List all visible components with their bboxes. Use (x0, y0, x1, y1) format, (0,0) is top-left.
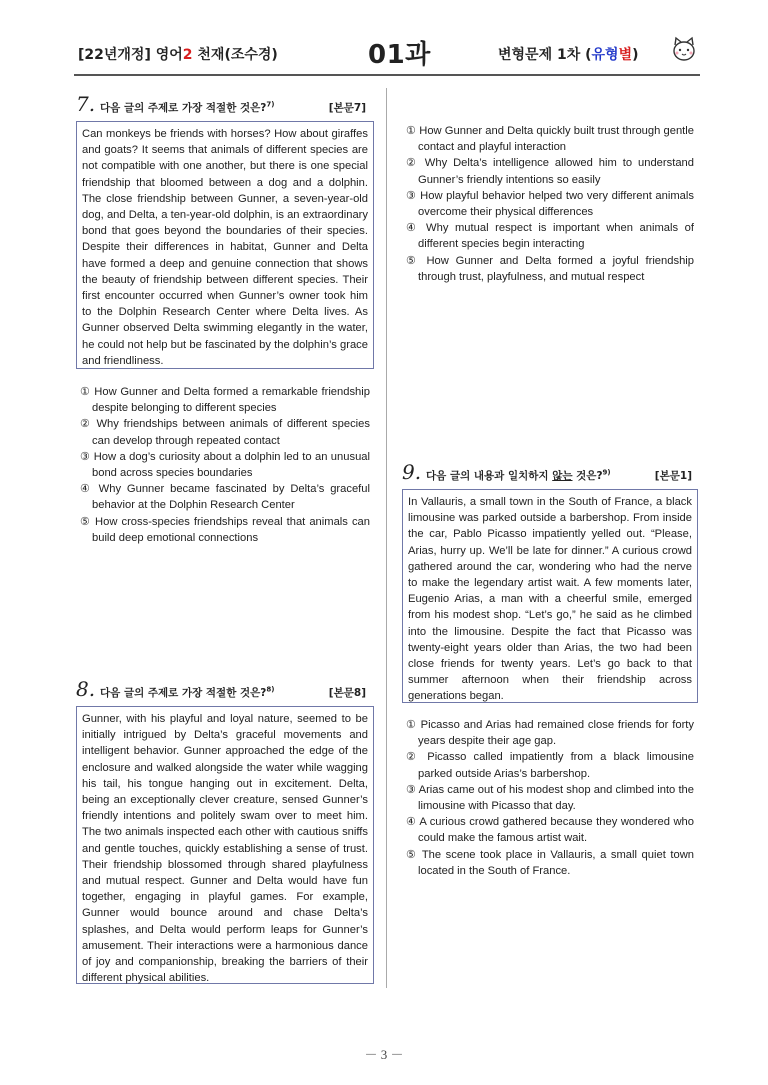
option[interactable]: ③ How a dog’s curiosity about a dolphin led to an unusual bond across species boundaries (80, 450, 370, 480)
passage-tag: [본문8] (328, 687, 366, 699)
option[interactable]: ① How Gunner and Delta quickly built trust through gentle contact and playful interaction (406, 125, 694, 154)
question-number: 8. (76, 677, 96, 701)
option[interactable]: ⑤ How cross-species friendships reveal that animals can build deep emotional connections (80, 515, 370, 544)
lesson-title: 01과 (368, 40, 431, 70)
header-divider (74, 74, 700, 76)
option[interactable]: ④ Why mutual respect is important when animals of different species begin interacting (406, 222, 694, 251)
passage-tag: [본문1] (654, 470, 692, 482)
question-8-options (406, 123, 694, 285)
option[interactable]: ③ Arias came out of his modest shop and climbed into the limousine with Picasso that day. (406, 783, 694, 813)
question-number: 9. (402, 460, 422, 484)
passage-tag: [본문7] (328, 102, 366, 114)
option[interactable]: ② Picasso called impatiently from a black limousine parked outside Arias’s barbershop. (406, 751, 694, 780)
column-divider (386, 88, 387, 988)
question-prompt: 다음 글의 주제로 가장 적절한 것은?$^{7)}$ (100, 100, 275, 114)
question-8-passage: Gunner, with his playful and loyal nature, seemed to be initially intrigued by Delta’s graceful movements and intelligent behavior. Gunner approached the edge of the enclosure and walked alongside the water while wagging his tail, his tongue hanging out in excitement. Delta, being an exceptionally clever creature, sensed Gunner’s friendly intentions and politely swam over to meet him. The two animals inspected each other with cautious sniffs and gentle touches, quickly establishing a sense of trust. Their friendship blossomed through shared playfulness and mutual respect. Gunner and Delta would have fun together, engaging in playful games. For example, Gunner would bounce around and chase Delta’s splashes, and Delta would perform leaps for Gunner’s amusement. Their interactions were a harmonious dance of joy and companionship, breaking the barriers of their different physical abilities. (76, 706, 374, 984)
worksheet-label: 변형문제 1차 (유형별) (498, 47, 639, 63)
question-7-options (80, 384, 370, 546)
option[interactable]: ② Why Delta’s intelligence allowed him to understand Gunner’s friendly intentions so easily (406, 157, 694, 186)
mascot-icon (670, 36, 698, 64)
question-prompt: 다음 글의 내용과 일치하지 않는 것은?$^{9)}$ (426, 468, 611, 482)
question-9-options (406, 717, 694, 879)
question-9-heading (402, 460, 692, 488)
option[interactable]: ⑤ The scene took place in Vallauris, a small quiet town located in the South of France. (406, 848, 694, 877)
course-label: [22년개정] 영어2 천재(조수경) (78, 47, 278, 63)
question-9-passage: In Vallauris, a small town in the South of France, a black limousine was parked outside a barbershop. From inside the car, Pablo Picasso impatiently yelled out. “Please, Arias, hurry up. We’ll be late for dinner.” A curious crowd gathered around the car, wondering who had the nerve to make the legendary artist wait. A few moments later, Eugenio Arias, a man with a cheerful smile, emerged from his modest shop. “Let’s go,” he said as he climbed into the limousine. Despite the fact that Picasso was twenty-eight years older than Arias, the two had been close friends for twenty years. Let’s go back to that summer afternoon when their friendship across generations began. (402, 489, 698, 703)
question-7-heading (76, 92, 366, 120)
question-prompt: 다음 글의 주제로 가장 적절한 것은?$^{8)}$ (100, 685, 275, 699)
option[interactable]: ① How Gunner and Delta formed a remarkable friendship despite belonging to different species (80, 386, 370, 415)
option[interactable]: ③ How playful behavior helped two very different animals overcome their physical differences (406, 189, 694, 219)
option[interactable]: ① Picasso and Arias had remained close friends for forty years despite their age gap. (406, 719, 694, 748)
option[interactable]: ⑤ How Gunner and Delta formed a joyful friendship through trust, playfulness, and mutual respect (406, 254, 694, 283)
option[interactable]: ② Why friendships between animals of different species can develop through repeated contact (80, 418, 370, 447)
option[interactable]: ④ A curious crowd gathered because they wondered who could make the famous artist wait. (406, 816, 694, 845)
question-8-heading (76, 677, 366, 705)
question-number: 7. (76, 92, 96, 116)
page-header (78, 28, 698, 76)
page-number: － 3 － (364, 1047, 404, 1062)
question-7-passage: Can monkeys be friends with horses? How about giraffes and goats? It seems that animals of different species are not compatible with one another, but there is one special friendship that bloomed between a dog and a dolphin. The close friendship between Gunner, a seven-year-old dog, and Delta, a ten-year-old dolphin, is an extraordinary bond that goes beyond the boundaries of their species. Despite their differences in habitat, Gunner and Delta have formed a deep and genuine connection that shows the beauty of friendship between different species. Their first encounter occurred when Gunner’s owner took him to the Dolphin Research Center where Delta lives. As Gunner observed Delta swimming elegantly in the water, he could not help but be fascinated by the dolphin’s grace and friendliness. (76, 121, 374, 369)
option[interactable]: ④ Why Gunner became fascinated by Delta’s graceful behavior at the Dolphin Research Center (80, 483, 370, 512)
